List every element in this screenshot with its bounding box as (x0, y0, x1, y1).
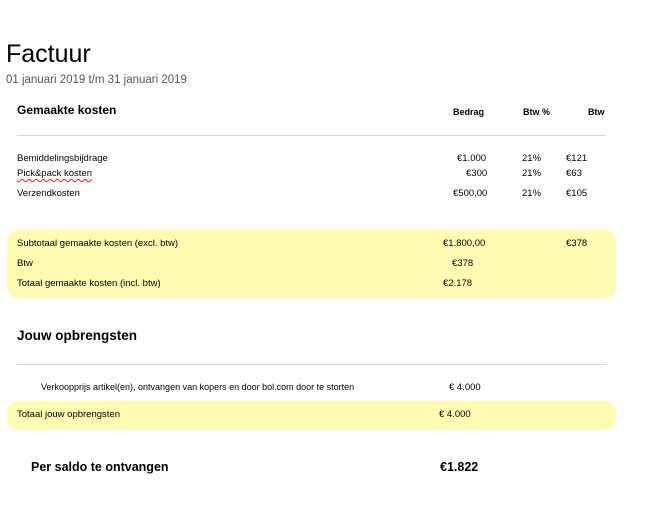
row-label: Bemiddelingsbijdrage (17, 153, 108, 164)
subtotal-label: Subtotaal gemaakte kosten (excl. btw) (17, 238, 179, 249)
revenue-total-amount: € 4.000 (439, 409, 471, 420)
revenue-divider (17, 364, 606, 365)
column-header-vat-percent: Btw % (523, 107, 550, 117)
row-vat-percent: 21% (522, 168, 542, 179)
revenue-row-label: Verkoopprijs artikel(en), ontvangen van kopers en door bol.com door te storten (41, 382, 355, 392)
row-label: Pick&pack kosten (17, 168, 92, 179)
row-label: Verzendkosten (17, 188, 80, 199)
total-costs-amount: €2.178 (443, 278, 473, 289)
row-vat: €63 (566, 168, 582, 179)
revenue-heading: Jouw opbrengsten (17, 328, 138, 343)
row-vat: €105 (566, 188, 588, 199)
btw-amount: €378 (452, 258, 474, 269)
total-costs-label: Totaal gemaakte kosten (incl. btw) (17, 278, 161, 289)
invoice-title: Factuur (6, 40, 91, 68)
costs-divider (17, 135, 606, 136)
row-vat-percent: 21% (522, 188, 542, 199)
balance-label: Per saldo te ontvangen (31, 460, 169, 474)
costs-heading: Gemaakte kosten (17, 103, 117, 117)
column-header-amount: Bedrag (453, 107, 485, 117)
row-vat: €121 (566, 153, 588, 164)
column-header-vat: Btw (588, 107, 605, 117)
row-amount: €1.000 (457, 153, 487, 164)
revenue-row-amount: € 4.000 (449, 382, 481, 393)
btw-label: Btw (17, 258, 33, 269)
row-amount: €500,00 (453, 188, 488, 199)
subtotal-vat: €378 (566, 238, 588, 249)
row-vat-percent: 21% (522, 153, 542, 164)
invoice-period: 01 januari 2019 t/m 31 januari 2019 (6, 74, 187, 86)
revenue-total-label: Totaal jouw opbrengsten (17, 409, 120, 420)
balance-amount: €1.822 (440, 460, 479, 474)
row-amount: €300 (466, 168, 488, 179)
subtotal-amount: €1.800,00 (443, 238, 486, 249)
